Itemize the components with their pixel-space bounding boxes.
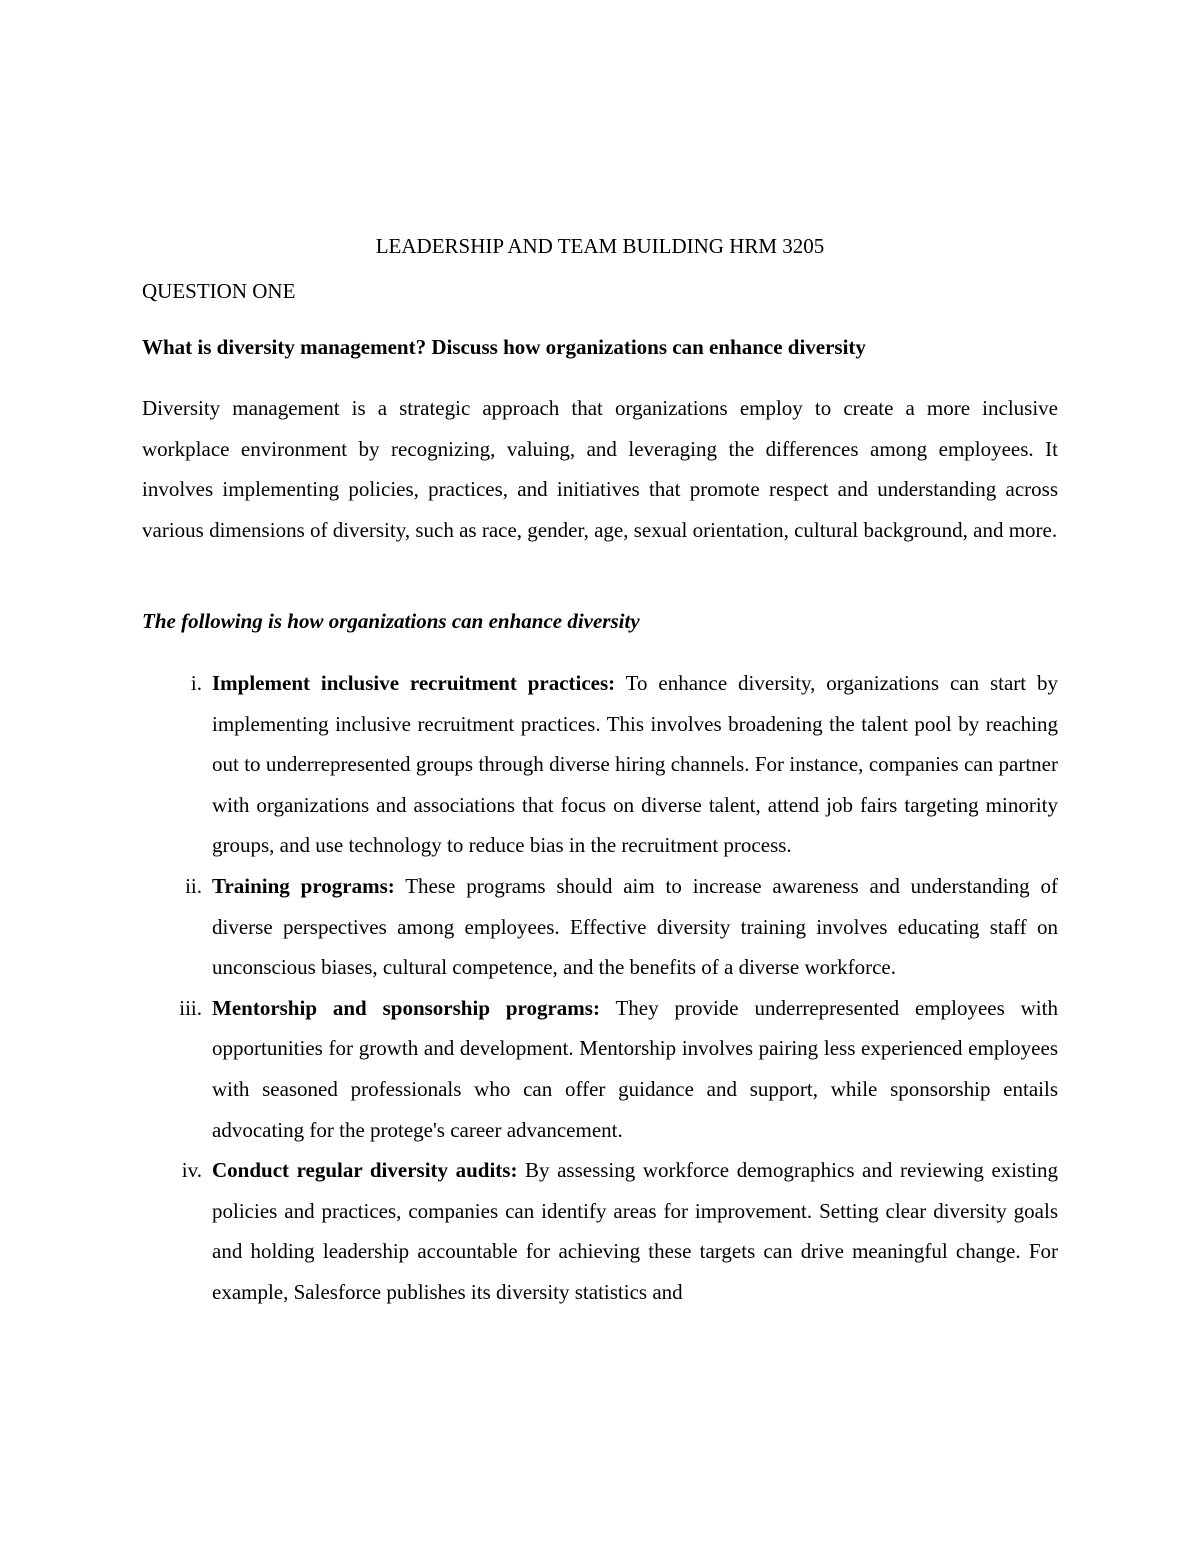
section-label: QUESTION ONE xyxy=(142,279,296,303)
list-item-text: They provide underrepresented employees with opportunities for growth and development. Mentorship involves pairing less experienced employees with seasoned professionals who can offer guidance and support, while sponsorship entails advocating for the protege's career advancement. xyxy=(212,995,1058,1142)
strategies-list xyxy=(0,663,1200,1313)
list-item-term: Mentorship and sponsorship programs: xyxy=(212,995,600,1020)
list-item xyxy=(0,663,1200,866)
list-item-text: To enhance diversity, organizations can start by implementing inclusive recruitment practices. This involves broadening the talent pool by reaching out to underrepresented groups through diverse hiring channels. For instance, companies can partner with organizations and associations that focus on diverse talent, attend job fairs targeting minority groups, and use technology to reduce bias in the recruitment process. xyxy=(212,671,1058,858)
list-item-text: By assessing workforce demographics and reviewing existing policies and practices, companies can identify areas for improvement. Setting clear diversity goals and holding leadership accountable for achieving these targets can drive meaningful change. For example, Salesforce publishes its diversity statistics and xyxy=(212,1158,1058,1304)
list-numeral: ii. xyxy=(185,873,202,898)
question-heading: What is diversity management? Discuss how organizations can enhance diversity xyxy=(142,335,866,359)
list-item-term: Training programs: xyxy=(212,873,395,898)
list-item-body xyxy=(212,1150,1058,1312)
list-item-body xyxy=(212,988,1058,1150)
list-item xyxy=(0,866,1200,988)
list-item xyxy=(0,988,1200,1150)
list-item-text: These programs should aim to increase awareness and understanding of diverse perspectives among employees. Effective diversity training involves educating staff on unconscious biases, cultural competence, and the benefits of a diverse workforce. xyxy=(212,873,1058,980)
list-numeral: i. xyxy=(190,671,202,695)
document-title: LEADERSHIP AND TEAM BUILDING HRM 3205 xyxy=(375,234,825,258)
list-item-term: Conduct regular diversity audits: xyxy=(212,1158,518,1183)
subheading: The following is how organizations can enhance diversity xyxy=(142,609,640,633)
list-item-body xyxy=(212,866,1058,988)
list-item-body xyxy=(212,663,1058,866)
intro-paragraph: Diversity management is a strategic approach that organizations employ to create a more inclusive workplace environment by recognizing, valuing, and leveraging the differences among employees. It involves implementing policies, practices, and initiatives that promote respect and understanding across various dimensions of diversity, such as race, gender, age, sexual orientation, cultural background, and more. xyxy=(142,396,1058,542)
list-numeral: iii. xyxy=(179,995,202,1020)
list-item xyxy=(0,1150,1200,1312)
list-numeral: iv. xyxy=(181,1158,202,1183)
list-item-term: Implement inclusive recruitment practices: xyxy=(212,671,616,695)
